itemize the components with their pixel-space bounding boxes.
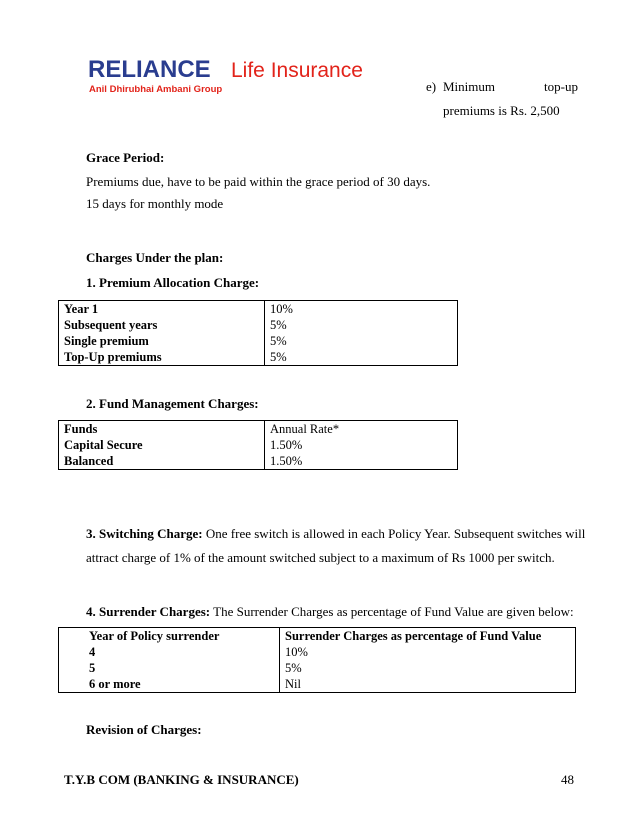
grace-period-line-2: 15 days for monthly mode [86, 196, 224, 211]
footer-course-title: T.Y.B COM (BANKING & INSURANCE) [64, 772, 299, 787]
charges-heading: Charges Under the plan: [86, 250, 224, 265]
table-cell: Nil [280, 676, 576, 693]
fund-management-heading: 2. Fund Management Charges: [86, 396, 259, 411]
switching-charge-text-1: One free switch is allowed in each Policy Year. Subsequent switches will [202, 526, 586, 541]
premium-allocation-table [58, 300, 458, 366]
page-footer [64, 772, 574, 788]
premium-allocation-heading: 1. Premium Allocation Charge: [86, 275, 260, 290]
table-header-cell: Funds [59, 421, 265, 438]
table-header-cell: Annual Rate* [265, 421, 458, 438]
logo-group-text: Anil Dhirubhai Ambani Group [89, 84, 223, 95]
surrender-charges-text: The Surrender Charges as percentage of Fund Value are given below: [210, 604, 574, 619]
topup-word-1: Minimum [443, 79, 496, 94]
table-cell: 5 [59, 660, 280, 676]
reliance-logo-graphic [88, 54, 380, 96]
revision-of-charges-heading: Revision of Charges: [86, 722, 202, 737]
table-cell: 1.50% [265, 453, 458, 470]
table-row [59, 349, 458, 366]
table-cell: Top-Up premiums [59, 349, 265, 366]
grace-period-line-1: Premiums due, have to be paid within the grace period of 30 days. [86, 174, 431, 189]
table-cell: 10% [280, 644, 576, 660]
table-cell: Capital Secure [59, 437, 265, 453]
topup-list-item [426, 75, 578, 123]
table-cell: 5% [265, 317, 458, 333]
switching-charge-label: 3. Switching Charge: [86, 526, 203, 541]
table-cell: 10% [265, 301, 458, 318]
table-row [59, 453, 458, 470]
table-cell: 1.50% [265, 437, 458, 453]
table-header-cell: Year of Policy surrender [59, 628, 280, 645]
table-cell: Subsequent years [59, 317, 265, 333]
table-row [59, 644, 576, 660]
grace-period-heading: Grace Period: [86, 150, 165, 165]
fund-management-table [58, 420, 458, 470]
table-cell: 5% [265, 349, 458, 366]
table-header-cell: Surrender Charges as percentage of Fund Value [280, 628, 576, 645]
list-marker: e) [426, 79, 437, 94]
switching-charge-line-2: attract charge of 1% of the amount switched subject to a maximum of Rs 1000 per switch. [86, 550, 555, 565]
switching-charge-line-1 [86, 526, 585, 542]
table-row [59, 437, 458, 453]
logo-brand-text: RELIANCE [88, 56, 211, 83]
table-cell: Single premium [59, 333, 265, 349]
surrender-charges-label: 4. Surrender Charges: [86, 604, 211, 619]
surrender-charges-table [58, 627, 576, 693]
table-cell: Year 1 [59, 301, 265, 318]
table-row [59, 660, 576, 676]
topup-word-2: top-up [544, 79, 578, 94]
topup-line-2: premiums is Rs. 2,500 [443, 103, 560, 118]
table-row [59, 676, 576, 693]
table-row [59, 301, 458, 318]
table-cell: Balanced [59, 453, 265, 470]
table-cell: 5% [280, 660, 576, 676]
surrender-charges-line [86, 604, 574, 620]
table-row [59, 421, 458, 438]
table-row [59, 317, 458, 333]
company-logo [88, 54, 380, 96]
table-row [59, 333, 458, 349]
table-cell: 5% [265, 333, 458, 349]
page-number: 48 [561, 772, 574, 787]
logo-product-text: Life Insurance [231, 59, 363, 82]
table-row [59, 628, 576, 645]
table-cell: 4 [59, 644, 280, 660]
table-cell: 6 or more [59, 676, 280, 693]
